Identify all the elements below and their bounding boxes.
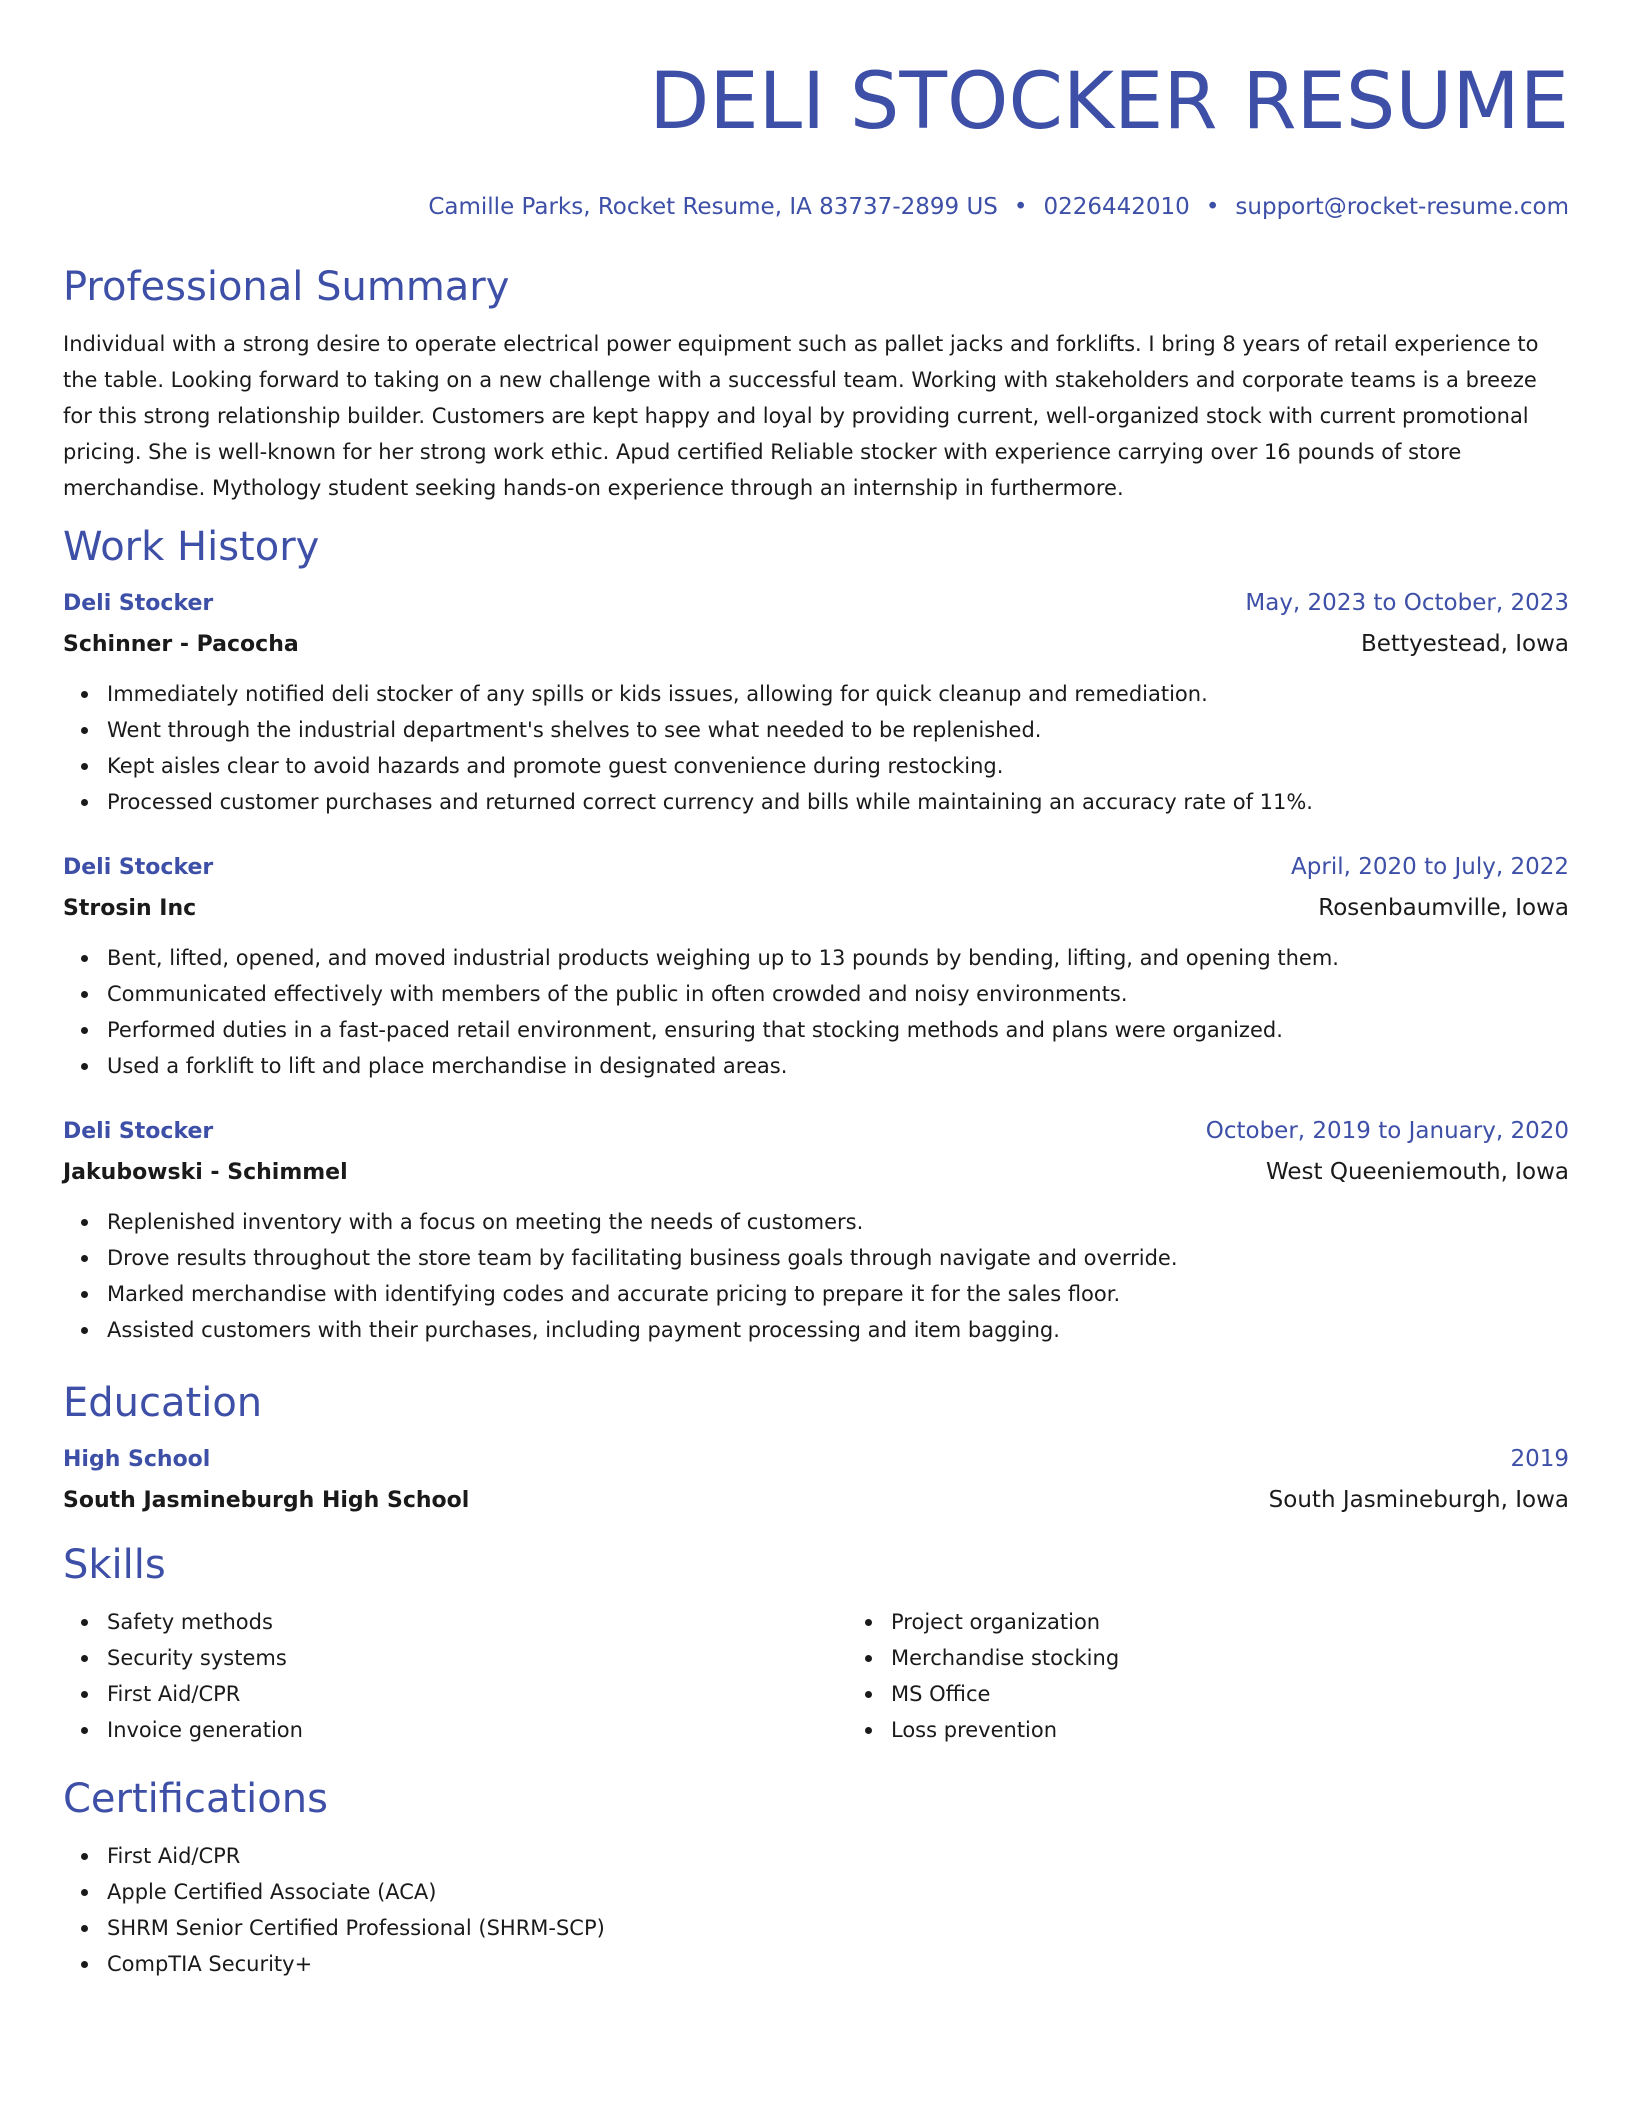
job-title: Deli Stocker — [63, 855, 214, 880]
summary-heading: Professional Summary — [63, 264, 510, 310]
contact-address: Camille Parks, Rocket Resume, IA 83737-2899 US — [428, 194, 998, 220]
job-location: Bettyestead, Iowa — [1361, 631, 1569, 657]
job-bullets — [63, 940, 1569, 1084]
contact-separator: • — [1013, 194, 1028, 220]
resume-title: DELI STOCKER RESUME — [649, 57, 1569, 147]
job-location: Rosenbaumville, Iowa — [1318, 895, 1569, 921]
job-dates: October, 2019 to January, 2020 — [1205, 1118, 1569, 1144]
contact-email: support@rocket-resume.com — [1235, 194, 1569, 220]
job-title: Deli Stocker — [63, 591, 214, 616]
skill-item: Loss prevention — [891, 1712, 1119, 1748]
job-bullet: Immediately notified deli stocker of any spills or kids issues, allowing for quick cleanup and remediation. — [107, 676, 1569, 712]
job-bullet: Bent, lifted, opened, and moved industrial products weighing up to 13 pounds by bending, lifting, and opening them. — [107, 940, 1569, 976]
certifications-heading: Certifications — [63, 1776, 328, 1822]
job-company: Strosin Inc — [63, 896, 197, 921]
job-title: Deli Stocker — [63, 1119, 214, 1144]
skill-item: Invoice generation — [107, 1712, 847, 1748]
summary-text: Individual with a strong desire to operate electrical power equipment such as pallet jacks and forklifts. I bring 8 years of retail experience to the table. Looking forward to taking on a new challenge with a successful team. Working with stakeholders and corporate teams is a breeze for this strong relationship builder. Customers are kept happy and loyal by providing current, well-organized stock with current promotional pricing. She is well-known for her strong work ethic. Apud certified Reliable stocker with experience carrying over 16 pounds of store merchandise. Mythology student seeking hands-on experience through an internship in furthermore. — [63, 332, 1539, 500]
job-entry — [63, 850, 1569, 1084]
job-company: Schinner - Pacocha — [63, 632, 299, 657]
skills-heading: Skills — [63, 1542, 166, 1588]
job-bullet: Communicated effectively with members of the public in often crowded and noisy environments. — [107, 976, 1569, 1012]
education-degree: High School — [63, 1447, 211, 1472]
job-bullets — [63, 676, 1569, 820]
job-bullet: Used a forklift to lift and place merchandise in designated areas. — [107, 1048, 1569, 1084]
job-bullet: Performed duties in a fast-paced retail environment, ensuring that stocking methods and plans were organized. — [107, 1012, 1569, 1048]
education-section — [63, 1378, 1569, 1518]
job-bullet: Processed customer purchases and returned correct currency and bills while maintaining an accuracy rate of 11%. — [107, 784, 1569, 820]
contact-phone: 0226442010 — [1043, 194, 1190, 220]
certification-item: Apple Certified Associate (ACA) — [107, 1874, 1569, 1910]
contact-line — [63, 192, 1569, 222]
certifications-list — [63, 1838, 1569, 1982]
certification-item: SHRM Senior Certified Professional (SHRM-SCP) — [107, 1910, 1569, 1946]
job-dates: April, 2020 to July, 2022 — [1291, 854, 1569, 880]
skill-item: First Aid/CPR — [107, 1676, 847, 1712]
certifications-section — [63, 1774, 1569, 1982]
skills-columns — [63, 1590, 1569, 1748]
work-history-section — [63, 522, 1569, 1348]
job-entry — [63, 1114, 1569, 1348]
skill-item: Merchandise stocking — [891, 1640, 1119, 1676]
skills-list-right — [847, 1604, 1119, 1748]
work-history-heading: Work History — [63, 524, 320, 570]
summary-section — [63, 262, 1569, 506]
education-location: South Jasmineburgh, Iowa — [1268, 1487, 1569, 1513]
job-company: Jakubowski - Schimmel — [63, 1160, 348, 1185]
job-bullet: Marked merchandise with identifying codes and accurate pricing to prepare it for the sales floor. — [107, 1276, 1569, 1312]
job-bullet: Assisted customers with their purchases, including payment processing and item bagging. — [107, 1312, 1569, 1348]
skills-list-left — [63, 1604, 847, 1748]
education-school: South Jasmineburgh High School — [63, 1488, 470, 1513]
education-year: 2019 — [1510, 1446, 1569, 1472]
job-bullet: Kept aisles clear to avoid hazards and promote guest convenience during restocking. — [107, 748, 1569, 784]
resume-header — [63, 54, 1569, 222]
certification-item: CompTIA Security+ — [107, 1946, 1569, 1982]
job-dates: May, 2023 to October, 2023 — [1245, 590, 1569, 616]
job-bullet: Replenished inventory with a focus on meeting the needs of customers. — [107, 1204, 1569, 1240]
certification-item: First Aid/CPR — [107, 1838, 1569, 1874]
education-heading: Education — [63, 1380, 263, 1426]
education-entry — [63, 1442, 1569, 1518]
job-entry — [63, 586, 1569, 820]
skill-item: MS Office — [891, 1676, 1119, 1712]
skill-item: Security systems — [107, 1640, 847, 1676]
job-bullets — [63, 1204, 1569, 1348]
job-bullet: Went through the industrial department's shelves to see what needed to be replenished. — [107, 712, 1569, 748]
job-location: West Queeniemouth, Iowa — [1266, 1159, 1569, 1185]
skill-item: Safety methods — [107, 1604, 847, 1640]
skill-item: Project organization — [891, 1604, 1119, 1640]
skills-section — [63, 1540, 1569, 1748]
job-bullet: Drove results throughout the store team by facilitating business goals through navigate and override. — [107, 1240, 1569, 1276]
contact-separator: • — [1205, 194, 1220, 220]
